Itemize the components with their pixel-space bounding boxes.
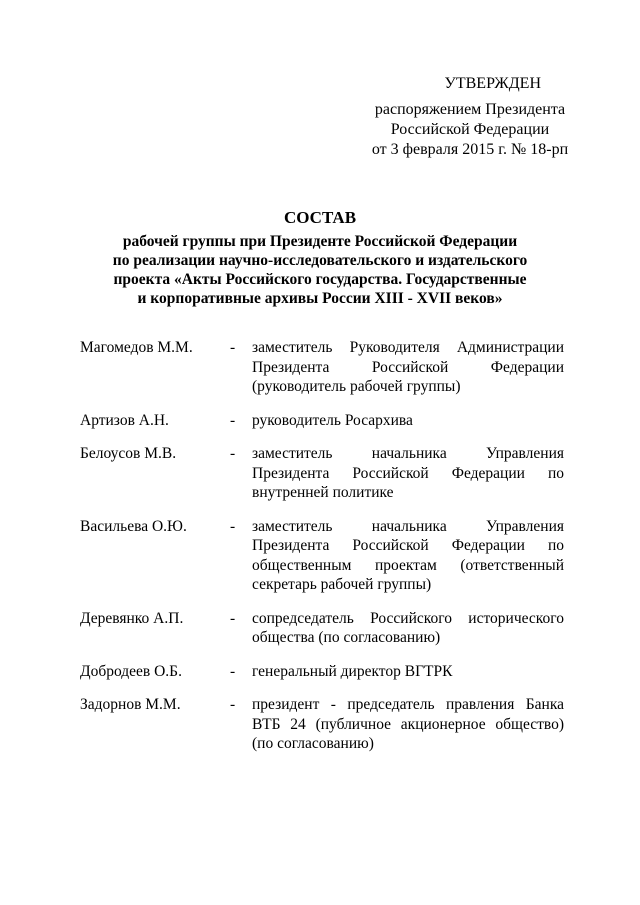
approval-line-1: распоряжением Президента [374,101,566,118]
subtitle-line-2: по реализации научно-исследовательского и издательского [112,252,528,269]
member-name: Деревянко А.П. [80,609,184,627]
member-row [80,662,564,682]
member-name: Васильева О.Ю. [80,517,187,535]
subtitle-line-4: и корпоративные архивы России XIII - XVII веков» [137,290,503,307]
member-name: Добродеев О.Б. [80,662,182,680]
member-row [80,517,564,595]
members-list [80,338,564,754]
approval-line-2: Российской Федерации [390,121,550,138]
member-dash: - [230,339,236,356]
approval-line-3: от 3 февраля 2015 г. № 18-рп [371,141,569,158]
member-role: заместитель начальника Управления Президента Российской Федерации по общественным проектам (ответственный секретарь рабочей группы) [252,517,564,593]
member-role: сопредседатель Российского исторического общества (по согласованию) [252,609,564,646]
member-row [80,609,564,648]
member-role: президент - председатель правления Банка ВТБ 24 (публичное акционерное общество) (по согласованию) [252,696,564,752]
member-dash: - [230,609,236,627]
subtitle-line-1: рабочей группы при Президенте Российской Федерации [122,233,518,250]
member-dash: - [230,696,236,713]
member-role: генеральный директор ВГТРК [252,662,453,680]
member-dash: - [230,411,236,429]
member-name: Магомедов М.М. [80,339,193,356]
document-title: СОСТАВ [283,208,357,227]
member-role: заместитель начальника Управления Президента Российской Федерации по внутренней политике [252,445,564,501]
member-dash: - [230,445,236,462]
approval-block [355,74,585,160]
member-name: Артизов А.Н. [80,411,169,429]
member-name: Белоусов М.В. [80,445,177,462]
member-row [80,695,564,754]
member-row [80,338,564,397]
member-role: руководитель Росархива [252,411,413,429]
member-dash: - [230,517,236,535]
member-row [80,444,564,503]
approved-label: УТВЕРЖДЕН [444,75,541,92]
member-name: Задорнов М.М. [80,696,181,713]
member-row [80,411,564,431]
document-subtitle [60,232,580,308]
member-role: заместитель Руководителя Администрации Президента Российской Федерации (руководитель рабочей группы) [252,339,564,395]
subtitle-line-3: проекта «Акты Российского государства. Государственные [113,271,527,288]
member-dash: - [230,662,236,680]
